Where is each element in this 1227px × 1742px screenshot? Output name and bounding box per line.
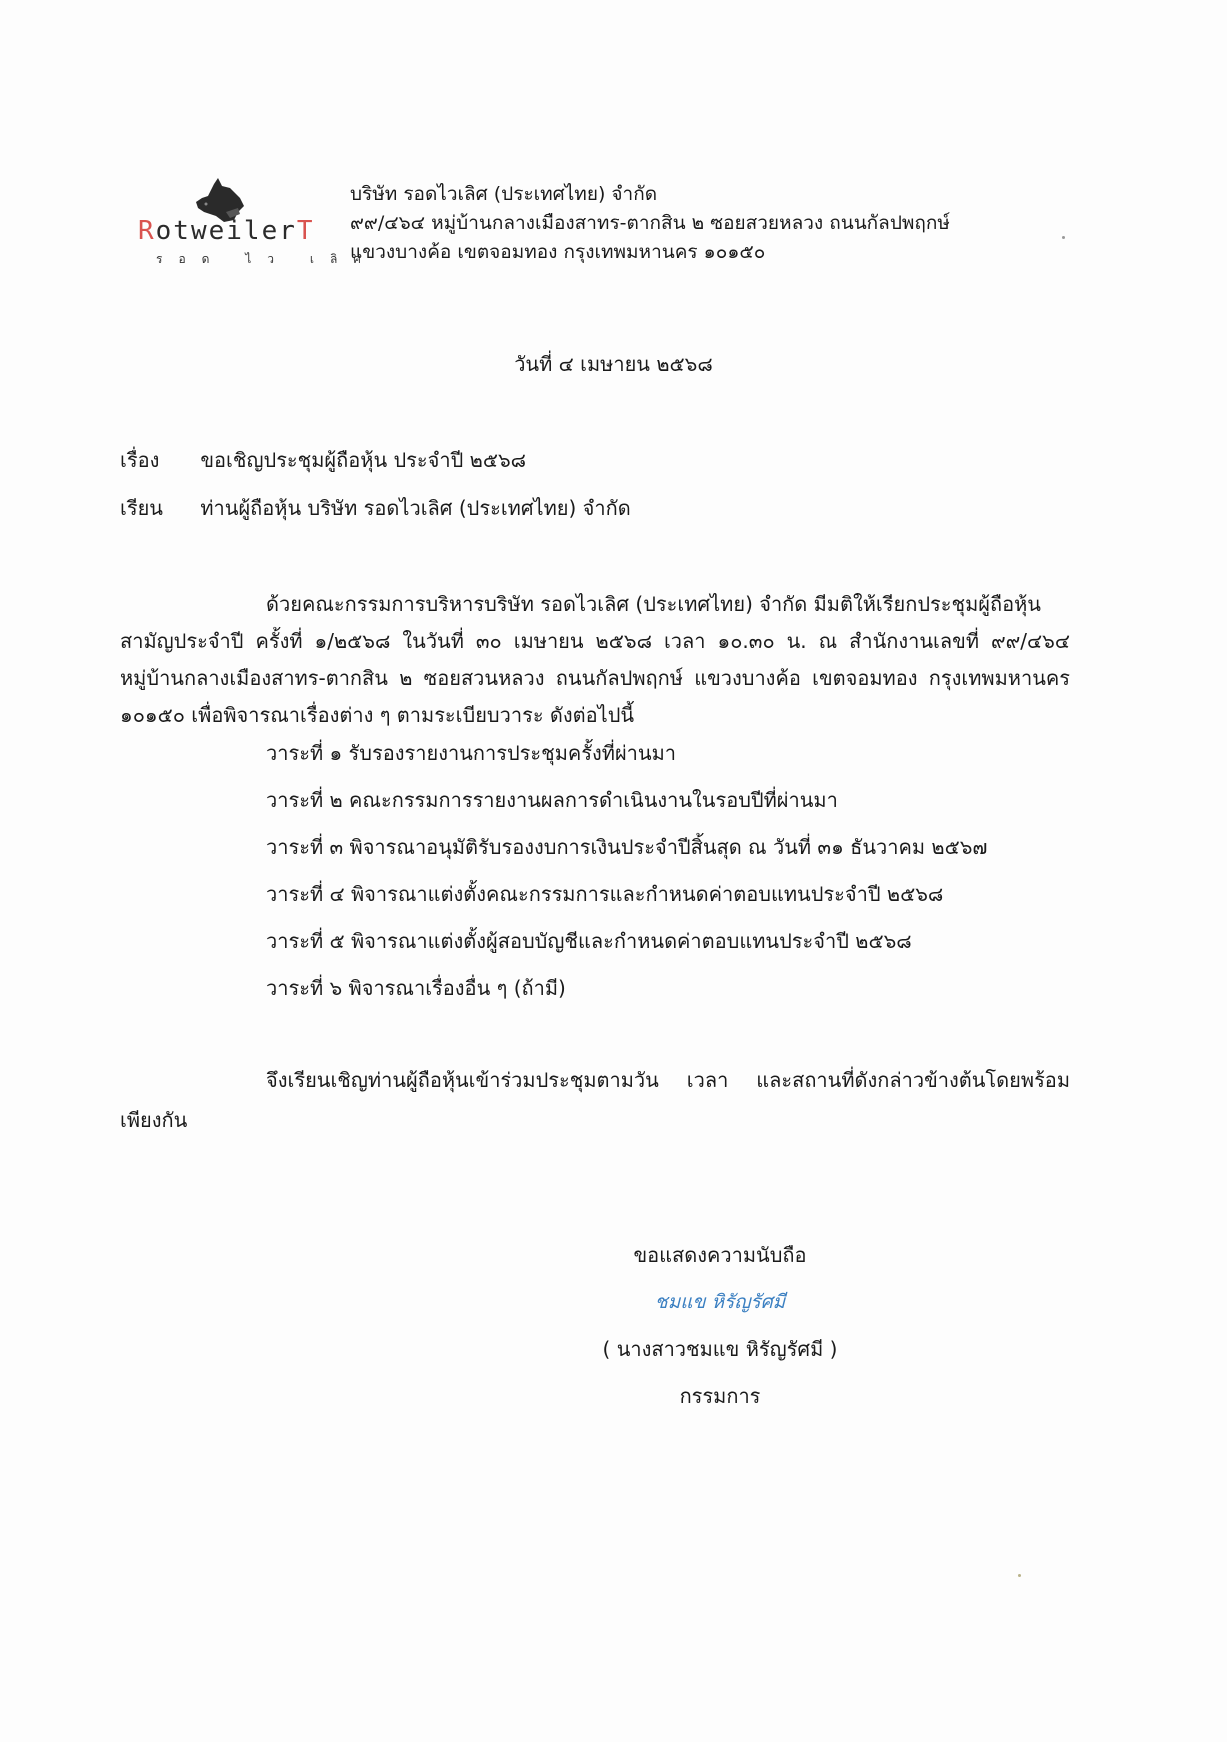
letter-date: วันที่ ๔ เมษายน ๒๕๖๘ — [514, 352, 713, 376]
address-line-2: แขวงบางค้อ เขตจอมทอง กรุงเทพมหานคร ๑๐๑๕๐ — [350, 241, 766, 263]
agenda-item: วาระที่ ๔ พิจารณาแต่งตั้งคณะกรรมการและกำหนดค่าตอบแทนประจำปี ๒๕๖๘ — [266, 882, 944, 906]
logo-wordmark-last: T — [296, 216, 315, 246]
signatory-position: กรรมการ — [679, 1384, 761, 1408]
logo-wordmark-middle: otweiler — [155, 216, 297, 246]
company-logo — [132, 178, 377, 268]
company-name: บริษัท รอดไวเลิศ (ประเทศไทย) จำกัด — [350, 183, 658, 205]
logo-wordmark — [138, 216, 315, 246]
addressee-row — [120, 492, 631, 524]
body-paragraph — [120, 586, 1070, 734]
company-address-block — [350, 180, 950, 267]
signatory-name: ( นางสาวชมแข หิรัญรัศมี ) — [602, 1337, 838, 1361]
closing-line-2: เพียงกัน — [120, 1108, 188, 1132]
agenda-item: วาระที่ ๖ พิจารณาเรื่องอื่น ๆ (ถ้ามี) — [266, 976, 566, 1000]
scan-speck — [1018, 1574, 1021, 1577]
handwritten-signature: ชมแข หิรัญรัศมี — [654, 1291, 786, 1313]
closing-regards: ขอแสดงความนับถือ — [633, 1243, 807, 1267]
logo-subtitle: รอด ไว เลิศ — [156, 252, 377, 266]
agenda-item: วาระที่ ๕ พิจารณาแต่งตั้งผู้สอบบัญชีและกำหนดค่าตอบแทนประจำปี ๒๕๖๘ — [266, 929, 912, 953]
closing-line-1: จึงเรียนเชิญท่านผู้ถือหุ้นเข้าร่วมประชุมตามวัน เวลา และสถานที่ดังกล่าวข้างต้นโดยพร้อม — [266, 1068, 1070, 1092]
signature-block — [560, 1232, 880, 1420]
logo-wordmark-first: R — [138, 216, 156, 246]
closing-paragraph — [120, 1060, 1070, 1140]
addressee-label: เรียน — [120, 496, 163, 520]
subject-text: ขอเชิญประชุมผู้ถือหุ้น ประจำปี ๒๕๖๘ — [200, 448, 527, 472]
address-line-1: ๙๙/๔๖๔ หมู่บ้านกลางเมืองสาทร-ตากสิน ๒ ซอยสวยหลวง ถนนกัลปพฤกษ์ — [350, 212, 950, 234]
agenda-list — [266, 730, 987, 1012]
addressee-text: ท่านผู้ถือหุ้น บริษัท รอดไวเลิศ (ประเทศไทย) จำกัด — [200, 496, 631, 520]
body-first-line: ด้วยคณะกรรมการบริหารบริษัท รอดไวเลิศ (ประเทศไทย) จำกัด มีมติให้เรียกประชุมผู้ถือหุ้น — [266, 592, 1041, 616]
agenda-item: วาระที่ ๓ พิจารณาอนุมัติรับรองงบการเงินประจำปีสิ้นสุด ณ วันที่ ๓๑ ธันวาคม ๒๕๖๗ — [266, 835, 988, 859]
agenda-item: วาระที่ ๒ คณะกรรมการรายงานผลการดำเนินงานในรอบปีที่ผ่านมา — [266, 788, 838, 812]
subject-row — [120, 444, 526, 476]
scan-speck — [1062, 236, 1065, 239]
body-rest: สามัญประจำปี ครั้งที่ ๑/๒๕๖๘ ในวันที่ ๓๐ เมษายน ๒๕๖๘ เวลา ๑๐.๓๐ น. ณ สำนักงานเลขที่ ๙๙/๔๖๔ หมู่บ้านกลางเมืองสาทร-ตากสิน ๒ ซอยสวนหลวง ถนนกัลปพฤกษ์ แขวงบางค้อ เขตจอมทอง กรุงเทพมหานคร ๑๐๑๕๐ เพื่อพิจารณาเรื่องต่าง ๆ ตามระเบียบวาระ ดังต่อไปนี้ — [120, 629, 1070, 727]
subject-label: เรื่อง — [120, 448, 160, 472]
agenda-item: วาระที่ ๑ รับรองรายงานการประชุมครั้งที่ผ่านมา — [266, 741, 676, 765]
